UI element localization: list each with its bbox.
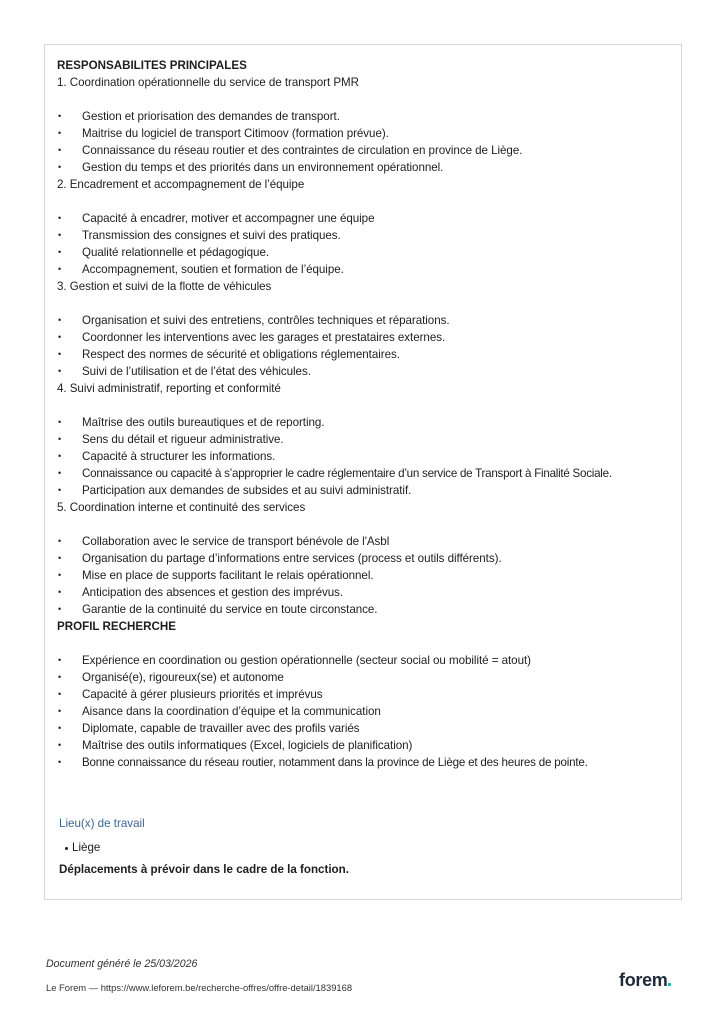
list-item: • Maîtrise des outils informatiques (Excel, logiciels de planification) (58, 739, 413, 752)
bullet-icon: • (58, 145, 62, 155)
list-item: • Gestion du temps et des priorités dans un environnement opérationnel. (58, 161, 444, 174)
source-link[interactable]: Le Forem — https://www.leforem.be/recherche-offres/offre-detail/1839168 (46, 982, 353, 993)
spacer (57, 771, 669, 815)
bullet-icon: • (58, 570, 62, 580)
list-item: • Mise en place de supports facilitant le relais opérationnel. (58, 569, 374, 582)
bullet-icon: • (58, 604, 62, 614)
list-item: • Organisation et suivi des entretiens, contrôles techniques et réparations. (58, 314, 450, 327)
spacer (57, 91, 669, 108)
travel-note: Déplacements à prévoir dans le cadre de la fonction. (59, 863, 349, 876)
location-title: Lieu(x) de travail (59, 817, 145, 830)
bullet-icon: • (58, 536, 62, 546)
responsibilities-title: RESPONSABILITES PRINCIPALES (57, 59, 247, 72)
list-item: • Capacité à gérer plusieurs priorités et imprévus (58, 688, 323, 701)
list-item: • Suivi de l’utilisation et de l’état des véhicules. (58, 365, 311, 378)
bullet-icon: • (58, 468, 61, 478)
bullet-icon: • (58, 553, 62, 563)
generated-date: Document généré le 25/03/2026 (46, 958, 198, 970)
list-item: • Sens du détail et rigueur administrative. (58, 433, 284, 446)
spacer (57, 295, 669, 312)
bullet-icon: • (58, 723, 62, 733)
spacer (57, 397, 669, 414)
list-item: • Maîtrise des outils bureautiques et de reporting. (58, 416, 325, 429)
profile-title: PROFIL RECHERCHE (57, 620, 176, 633)
spacer (57, 516, 669, 533)
section-heading: 4. Suivi administratif, reporting et conformité (57, 382, 281, 395)
bullet-icon: • (58, 485, 62, 495)
list-item: • Collaboration avec le service de transport bénévole de l'Asbl (58, 535, 390, 548)
forem-logo (619, 970, 671, 991)
list-item: • Qualité relationnelle et pédagogique. (58, 246, 270, 259)
bullet-icon: • (58, 349, 62, 359)
list-item: • Respect des normes de sécurité et obligations réglementaires. (58, 348, 400, 361)
bullet-icon: • (58, 111, 62, 121)
bullet-icon: • (58, 451, 62, 461)
list-item: • Gestion et priorisation des demandes de transport. (58, 110, 340, 123)
list-item: • Expérience en coordination ou gestion opérationnelle (secteur social ou mobilité = atout) (58, 654, 531, 667)
bullet-icon: • (58, 366, 62, 376)
list-item: • Capacité à structurer les informations. (58, 450, 276, 463)
logo-text: forem (619, 970, 668, 990)
list-item: • Diplomate, capable de travailler avec des profils variés (58, 722, 360, 735)
list-item: • Coordonner les interventions avec les garages et prestataires externes. (58, 331, 446, 344)
list-item: • Maitrise du logiciel de transport Citimoov (formation prévue). (58, 127, 389, 140)
spacer (57, 193, 669, 210)
bullet-icon: • (58, 128, 62, 138)
location-item: Liège (65, 839, 669, 856)
bullet-icon: • (58, 689, 62, 699)
list-item: • Connaissance du réseau routier et des contraintes de circulation en province de Liège. (58, 144, 523, 157)
bullet-icon: • (58, 230, 62, 240)
bullet-icon: • (58, 655, 62, 665)
logo-accent-dot (668, 983, 671, 986)
section-heading: 1. Coordination opérationnelle du service de transport PMR (57, 76, 359, 89)
bullet-icon: • (58, 213, 62, 223)
section-heading: 5. Coordination interne et continuité des services (57, 501, 306, 514)
bullet-icon (65, 847, 68, 850)
bullet-icon: • (58, 162, 62, 172)
spacer (57, 635, 669, 652)
bullet-icon: • (58, 434, 62, 444)
bullet-icon: • (58, 332, 62, 342)
bullet-icon: • (58, 672, 62, 682)
list-item: • Capacité à encadrer, motiver et accompagner une équipe (58, 212, 375, 225)
list-item: • Organisé(e), rigoureux(se) et autonome (58, 671, 284, 684)
section-heading: 3. Gestion et suivi de la flotte de véhicules (57, 280, 272, 293)
bullet-icon: • (58, 264, 62, 274)
list-item: • Anticipation des absences et gestion des imprévus. (58, 586, 344, 599)
bullet-icon: • (58, 417, 62, 427)
list-item: • Accompagnement, soutien et formation de l’équipe. (58, 263, 344, 276)
bullet-icon: • (58, 315, 62, 325)
list-item: • Participation aux demandes de subsides et au suivi administratif. (58, 484, 412, 497)
list-item: • Garantie de la continuité du service en toute circonstance. (58, 603, 378, 616)
job-description-box (44, 44, 682, 900)
bullet-icon: • (58, 706, 62, 716)
bullet-icon: • (58, 587, 62, 597)
list-item: • Organisation du partage d’informations entre services (process et outils différents). (58, 552, 502, 565)
bullet-icon: • (58, 740, 62, 750)
list-item: • Aisance dans la coordination d’équipe et la communication (58, 705, 381, 718)
bullet-icon: • (58, 247, 62, 257)
section-heading: 2. Encadrement et accompagnement de l’équipe (57, 178, 305, 191)
list-item: • Bonne connaissance du réseau routier, notamment dans la province de Liège et des heures de pointe. (58, 756, 588, 769)
list-item: • Connaissance ou capacité à s’approprier le cadre réglementaire d’un service de Transport à Finalité Sociale. (58, 467, 612, 480)
list-item: • Transmission des consignes et suivi des pratiques. (58, 229, 341, 242)
bullet-icon: • (58, 757, 61, 767)
